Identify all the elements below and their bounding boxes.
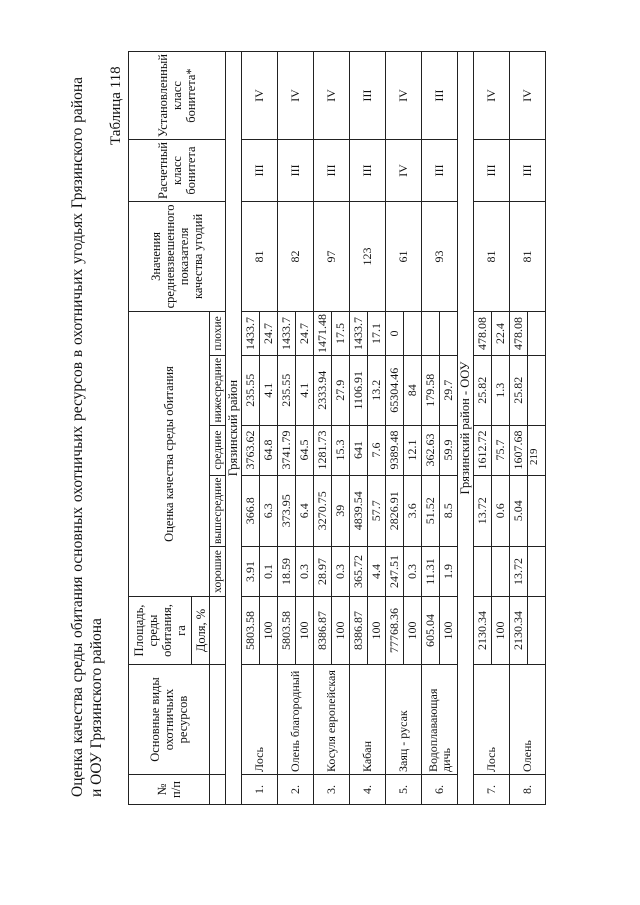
cell-good: 18.59: [278, 547, 296, 597]
cell-pavg: 64.5: [296, 425, 314, 475]
cell-avg: 641: [350, 425, 368, 475]
table-title: Оценка качества среды обитания основных охотничьих ресурсов в охотничьих угодьях Грязинского района и ООУ Грязинского района: [69, 77, 105, 797]
cell-set-class: IV: [278, 52, 314, 140]
table-row: [350, 52, 368, 805]
cell-area: 5803.58: [242, 597, 260, 665]
table-row: [510, 52, 528, 805]
header-good: хорошие: [210, 547, 226, 597]
cell-calc-class: III: [422, 140, 458, 202]
header-weighted: Значения средневзвешенного показателя качества угодий: [129, 201, 226, 311]
cell-ppoor: [440, 311, 458, 355]
cell-pabove: 39: [332, 475, 350, 546]
header-species: Основные виды охотничьих ресурсов: [129, 665, 210, 775]
cell-pabove: 8.5: [440, 475, 458, 546]
cell-pavg: 59.9: [440, 425, 458, 475]
table-row: [422, 52, 440, 805]
row-num: 7.: [474, 775, 510, 805]
cell-ppoor: [528, 311, 546, 355]
table-label: Таблица 118: [108, 66, 124, 145]
cell-area: 2130.34: [510, 597, 528, 665]
cell-pavg: 7.6: [368, 425, 386, 475]
cell-calc-class: III: [510, 140, 546, 202]
cell-pabove: 6.4: [296, 475, 314, 546]
cell-pgood: 0.3: [296, 547, 314, 597]
habitat-quality-table: [128, 51, 546, 805]
section-header: Грязинский район: [226, 52, 242, 805]
species-name: Лось: [242, 665, 278, 775]
cell-poor: 1471.48: [314, 311, 332, 355]
cell-avg: 3741.79: [278, 425, 296, 475]
header-below: нижесредние: [210, 355, 226, 425]
cell-below: 179.58: [422, 355, 440, 425]
cell-area: 8386.87: [314, 597, 332, 665]
cell-pabove: 6.3: [260, 475, 278, 546]
cell-ppoor: 24.7: [260, 311, 278, 355]
cell-pabove: 57.7: [368, 475, 386, 546]
cell-pgood: 1.9: [440, 547, 458, 597]
cell-ppoor: 22.4: [492, 311, 510, 355]
table-row: [474, 52, 492, 805]
cell-weighted: 123: [350, 201, 386, 311]
cell-good: 3.91: [242, 547, 260, 597]
cell-above: 51.52: [422, 475, 440, 546]
cell-share: [528, 597, 546, 665]
cell-ppoor: [404, 311, 422, 355]
cell-calc-class: III: [242, 140, 278, 202]
cell-pavg: 15.3: [332, 425, 350, 475]
header-quality: Оценка качества среды обитания: [129, 311, 210, 596]
header-num: № п/п: [129, 775, 210, 805]
cell-ppoor: 17.1: [368, 311, 386, 355]
species-name: Косуля европейская: [314, 665, 350, 775]
row-num: 8.: [510, 775, 546, 805]
cell-calc-class: III: [474, 140, 510, 202]
row-num: 6.: [422, 775, 458, 805]
cell-above: 373.95: [278, 475, 296, 546]
cell-ppoor: 24.7: [296, 311, 314, 355]
species-name: Олень благородный: [278, 665, 314, 775]
cell-pbelow: 84: [404, 355, 422, 425]
header-poor: плохие: [210, 311, 226, 355]
cell-share: 100: [260, 597, 278, 665]
cell-pbelow: 1.3: [492, 355, 510, 425]
cell-above: 13.72: [474, 475, 492, 546]
row-num: 5.: [386, 775, 422, 805]
cell-pbelow: 13.2: [368, 355, 386, 425]
cell-pabove: 3.6: [404, 475, 422, 546]
cell-pbelow: 27.9: [332, 355, 350, 425]
cell-above: 366.8: [242, 475, 260, 546]
cell-below: 65304.46: [386, 355, 404, 425]
cell-pgood: 0.1: [260, 547, 278, 597]
cell-good: 11.31: [422, 547, 440, 597]
cell-avg: 362.63: [422, 425, 440, 475]
cell-good: 247.51: [386, 547, 404, 597]
species-name: Заяц - русак: [386, 665, 422, 775]
cell-poor: 478.08: [474, 311, 492, 355]
cell-weighted: 81: [510, 201, 546, 311]
header-calc-class: Расчетный класс бонитета: [129, 140, 226, 202]
cell-below: 25.82: [510, 355, 528, 425]
cell-good: 28.97: [314, 547, 332, 597]
cell-good: 13.72: [510, 547, 528, 597]
row-num: 1.: [242, 775, 278, 805]
cell-good: 365.72: [350, 547, 368, 597]
cell-set-class: IV: [510, 52, 546, 140]
cell-share: 100: [404, 597, 422, 665]
cell-weighted: 93: [422, 201, 458, 311]
cell-above: 3270.75: [314, 475, 332, 546]
cell-set-class: IV: [242, 52, 278, 140]
cell-pgood: [528, 547, 546, 597]
cell-pgood: 4.4: [368, 547, 386, 597]
cell-pabove: 0.6: [492, 475, 510, 546]
cell-pbelow: 4.1: [260, 355, 278, 425]
species-name: Кабан: [350, 665, 386, 775]
species-name: Лось: [474, 665, 510, 775]
section-header: Грязинский район - ООУ: [458, 52, 474, 805]
cell-good: [474, 547, 492, 597]
cell-pbelow: 4.1: [296, 355, 314, 425]
cell-poor: 1433.7: [278, 311, 296, 355]
page-number: 219: [528, 448, 540, 465]
cell-share: 100: [296, 597, 314, 665]
cell-share: 100: [440, 597, 458, 665]
cell-pavg: 64.8: [260, 425, 278, 475]
cell-avg: 1281.73: [314, 425, 332, 475]
header-set-class: Установленный класс бонитета*: [129, 52, 226, 140]
cell-pgood: [492, 547, 510, 597]
cell-weighted: 82: [278, 201, 314, 311]
cell-avg: 9389.48: [386, 425, 404, 475]
table-row: [386, 52, 404, 805]
cell-area: 2130.34: [474, 597, 492, 665]
cell-avg: 3763.62: [242, 425, 260, 475]
cell-pbelow: [528, 355, 546, 425]
cell-share: 100: [368, 597, 386, 665]
cell-poor: 1433.7: [350, 311, 368, 355]
cell-share: 100: [492, 597, 510, 665]
cell-avg: 1607.68: [510, 425, 528, 475]
header-avg: средние: [210, 425, 226, 475]
table-row: [278, 52, 296, 805]
cell-set-class: III: [350, 52, 386, 140]
cell-calc-class: III: [278, 140, 314, 202]
cell-set-class: III: [422, 52, 458, 140]
header-above: вышесредние: [210, 475, 226, 546]
cell-set-class: IV: [474, 52, 510, 140]
cell-weighted: 81: [242, 201, 278, 311]
table-row: [242, 52, 260, 805]
cell-set-class: IV: [314, 52, 350, 140]
cell-avg: 1612.72: [474, 425, 492, 475]
header-share: Доля, %: [192, 597, 210, 665]
cell-above: 4839.54: [350, 475, 368, 546]
cell-area: 77768.36: [386, 597, 404, 665]
cell-below: 1106.91: [350, 355, 368, 425]
cell-below: 2333.94: [314, 355, 332, 425]
cell-calc-class: III: [314, 140, 350, 202]
cell-poor: [422, 311, 440, 355]
cell-poor: 0: [386, 311, 404, 355]
cell-above: 2826.91: [386, 475, 404, 546]
cell-below: 25.82: [474, 355, 492, 425]
species-name: Олень: [510, 665, 546, 775]
table-row: [314, 52, 332, 805]
cell-weighted: 97: [314, 201, 350, 311]
cell-above: 5.04: [510, 475, 528, 546]
cell-weighted: 61: [386, 201, 422, 311]
row-num: 2.: [278, 775, 314, 805]
header-area: Площадь, среды обитания, га: [129, 597, 192, 665]
cell-area: 5803.58: [278, 597, 296, 665]
cell-set-class: IV: [386, 52, 422, 140]
cell-poor: 1433.7: [242, 311, 260, 355]
cell-calc-class: IV: [386, 140, 422, 202]
species-name: Водоплавающая дичь: [422, 665, 458, 775]
cell-below: 235.55: [278, 355, 296, 425]
row-num: 3.: [314, 775, 350, 805]
cell-pbelow: 29.7: [440, 355, 458, 425]
cell-area: 605.04: [422, 597, 440, 665]
cell-below: 235.55: [242, 355, 260, 425]
cell-pavg: 12.1: [404, 425, 422, 475]
cell-area: 8386.87: [350, 597, 368, 665]
cell-calc-class: III: [350, 140, 386, 202]
cell-pgood: 0.3: [332, 547, 350, 597]
cell-pgood: 0.3: [404, 547, 422, 597]
cell-ppoor: 17.5: [332, 311, 350, 355]
row-num: 4.: [350, 775, 386, 805]
cell-pavg: 75.7: [492, 425, 510, 475]
cell-pabove: [528, 475, 546, 546]
cell-weighted: 81: [474, 201, 510, 311]
cell-share: 100: [332, 597, 350, 665]
cell-poor: 478.08: [510, 311, 528, 355]
